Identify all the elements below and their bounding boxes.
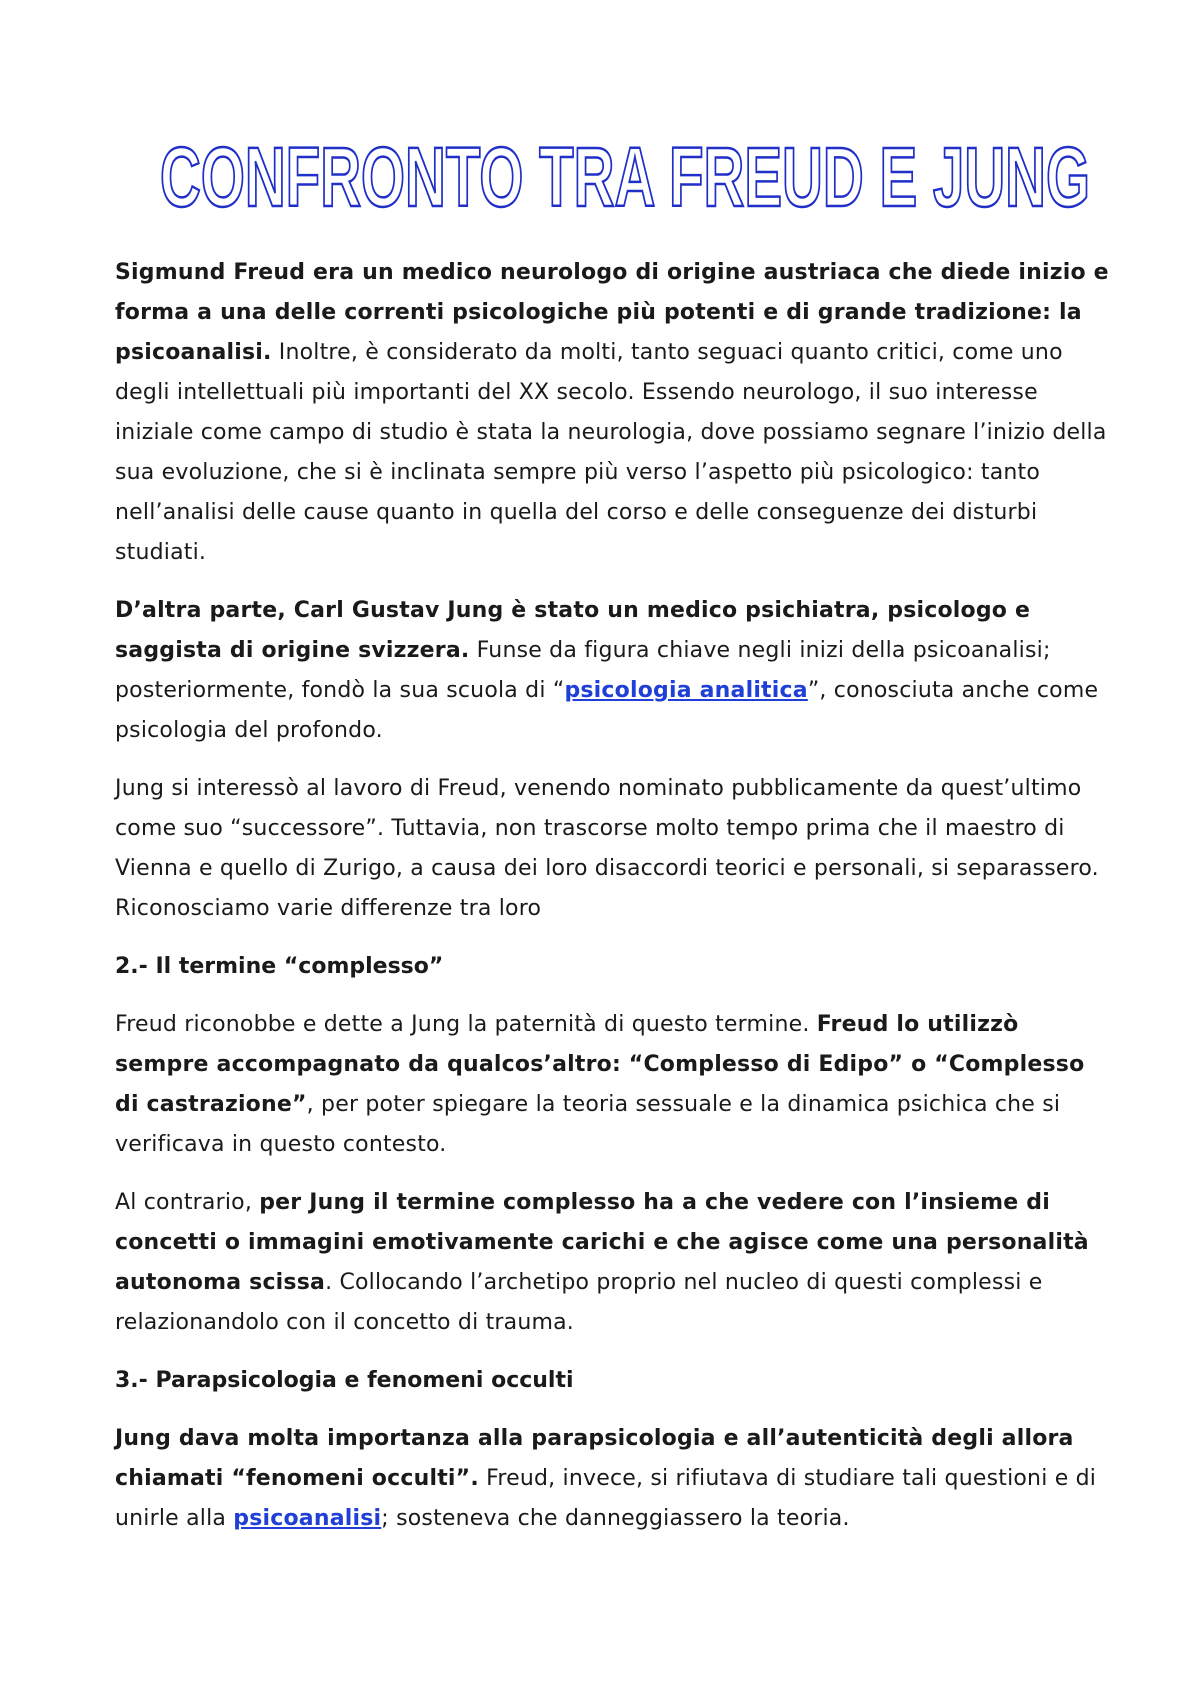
paragraph-jung-intro [115, 591, 1115, 751]
bold-text: Sigmund Freud era un medico neurologo di origine austriaca che diede inizio e forma a una delle correnti psicologiche più potenti e di grande tradizione: la psicoanalisi. [115, 260, 1109, 365]
paragraph-freud-complesso [115, 1005, 1115, 1165]
body-text: ”, conosciuta anche come psicologia del profondo. [115, 678, 1099, 743]
title-wordart [145, 130, 1105, 225]
body-text: Freud, invece, si rifiutava di studiare tali questioni e di unirle alla [115, 1466, 1097, 1531]
bold-text: per Jung il termine complesso ha a che vedere con l’insieme di concetti o immagini emotivamente carichi e che agisce come una personalità autonoma scissa [115, 1190, 1089, 1295]
section-heading-parapsicologia: 3.- Parapsicologia e fenomeni occulti [115, 1368, 574, 1393]
body-text: Al contrario, [115, 1190, 260, 1215]
section-heading-complesso: 2.- Il termine “complesso” [115, 954, 444, 979]
bold-text: D’altra parte, Carl Gustav Jung è stato un medico psichiatra, psicologo e saggista di origine svizzera. [115, 598, 1031, 663]
paragraph-freud-intro [115, 253, 1115, 573]
paragraph-jung-complesso [115, 1183, 1115, 1343]
document-title [135, 130, 1115, 225]
bold-text: Freud lo utilizzò sempre accompagnato da qualcos’altro: “Complesso di Edipo” o “Complesso di castrazione” [115, 1012, 1085, 1117]
paragraph-relationship [115, 769, 1115, 929]
title-text: CONFRONTO TRA FREUD E JUNG [160, 130, 1090, 224]
body-text: Jung si interessò al lavoro di Freud, venendo nominato pubblicamente da quest’ultimo come suo “successore”. Tuttavia, non trascorse molto tempo prima che il maestro di Vienna e quello di Zurigo, a causa dei loro disaccordi teorici e personali, si separassero. Riconosciamo varie differenze tra loro [115, 776, 1099, 921]
link-psicoanalisi[interactable]: psicoanalisi [233, 1506, 382, 1531]
bold-text: Jung dava molta importanza alla parapsicologia e all’autenticità degli allora chiamati “fenomeni occulti”. [115, 1426, 1074, 1491]
body-text: , per poter spiegare la teoria sessuale e la dinamica psichica che si verificava in questo contesto. [115, 1092, 1061, 1157]
body-text: ; sosteneva che danneggiassero la teoria. [381, 1506, 850, 1531]
paragraph-parapsicologia [115, 1419, 1115, 1539]
body-text: Inoltre, è considerato da molti, tanto seguaci quanto critici, come uno degli intellettuali più importanti del XX secolo. Essendo neurologo, il suo interesse iniziale come campo di studio è stata la neurologia, dove possiamo segnare l’inizio della sua evoluzione, che si è inclinata sempre più verso l’aspetto più psicologico: tanto nell’analisi delle cause quanto in quella del corso e delle conseguenze dei disturbi studiati. [115, 340, 1107, 565]
document-page [115, 130, 1115, 1557]
body-text: Freud riconobbe e dette a Jung la paternità di questo termine. [115, 1012, 817, 1037]
body-text: Funse da figura chiave negli inizi della psicoanalisi; posteriormente, fondò la sua scuola di “ [115, 638, 1051, 703]
link-psicologia-analitica[interactable]: psicologia analitica [564, 678, 808, 703]
body-text: . Collocando l’archetipo proprio nel nucleo di questi complessi e relazionandolo con il concetto di trauma. [115, 1270, 1043, 1335]
